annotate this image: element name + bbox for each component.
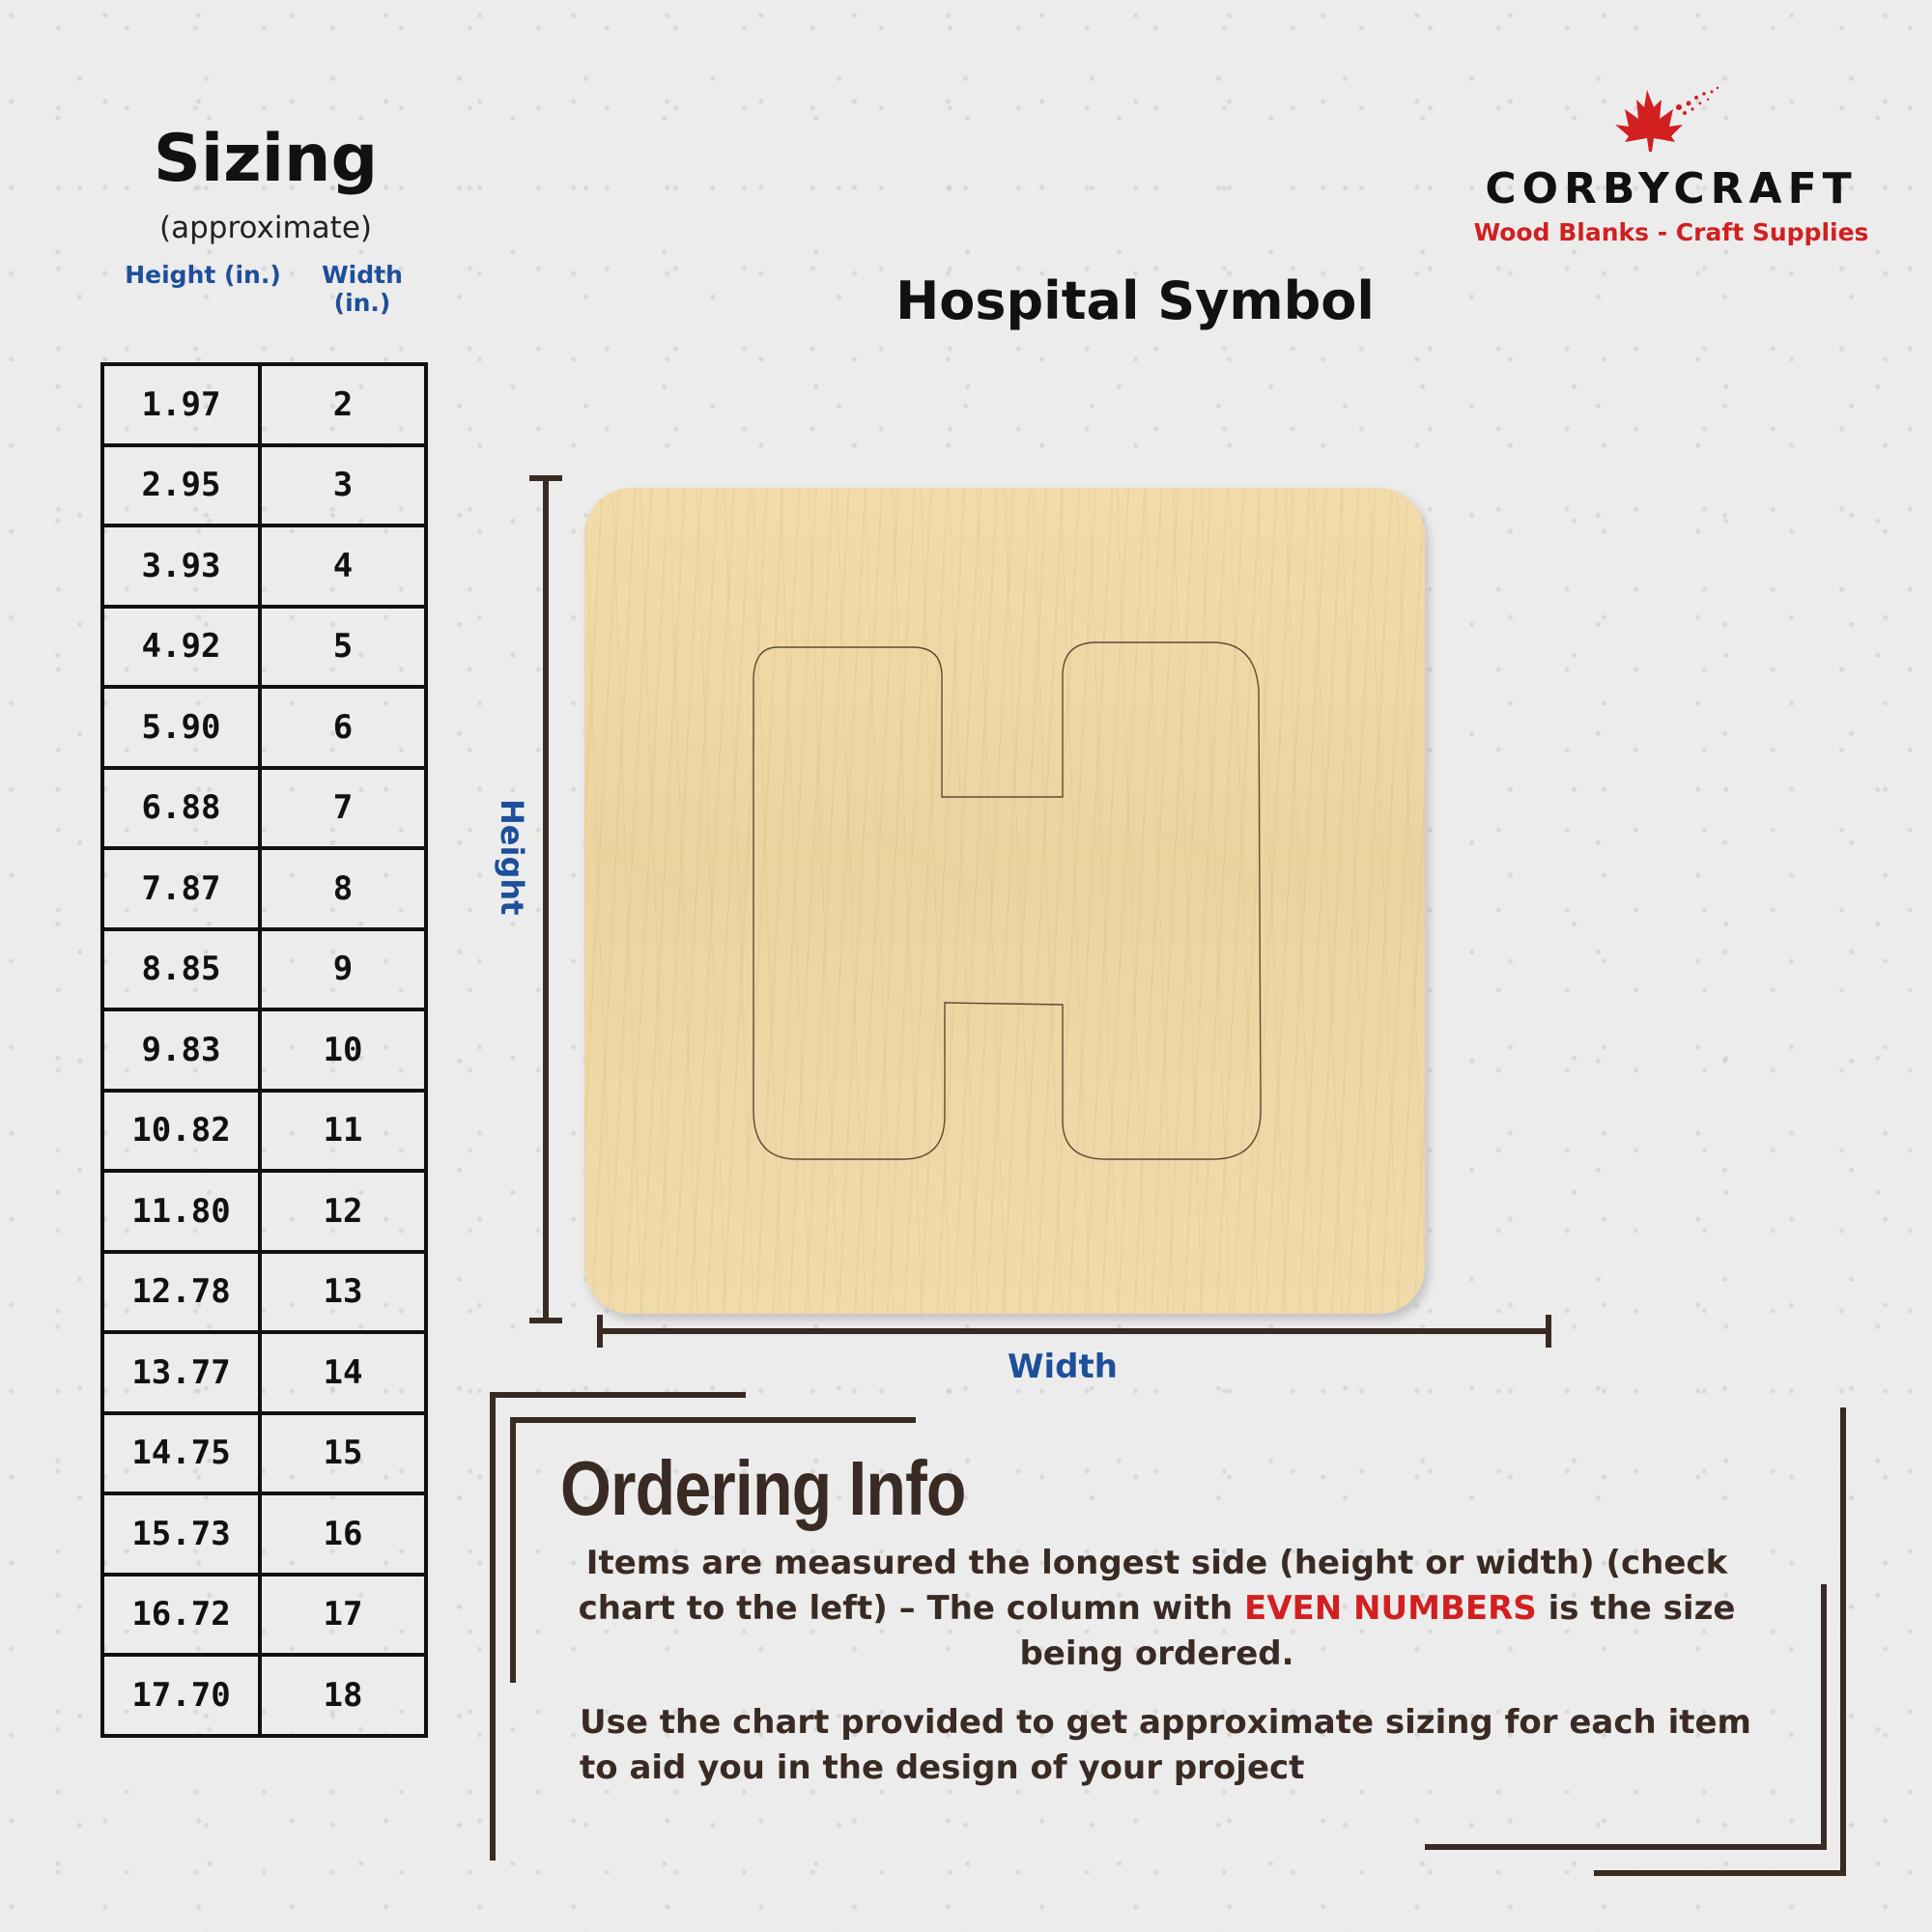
height-cell: 3.93 [102,526,260,607]
height-cell: 1.97 [102,364,260,445]
frame-line [490,1392,746,1398]
table-row [102,1332,426,1413]
height-dimension-cap-top [529,475,562,481]
sizing-title: Sizing [153,121,379,197]
width-cell: 8 [260,848,426,929]
width-cell: 15 [260,1413,426,1494]
height-cell: 2.95 [102,445,260,526]
table-row [102,1493,426,1575]
ordering-p1-text-start: Items are measured the longest side (height or width) (check chart to the left) – The column with [578,1544,1728,1628]
frame-line [1594,1870,1846,1876]
frame-line [1840,1407,1846,1876]
ordering-info-paragraph-2: Use the chart provided to get approximate sizing for each item to aid you in the design of your project [580,1703,1751,1787]
width-dimension-cap-right [1546,1315,1551,1348]
width-cell: 13 [260,1252,426,1333]
table-row [102,1655,426,1736]
height-cell: 13.77 [102,1332,260,1413]
ordering-p1-text-end: is the size being ordered. [1019,1589,1736,1673]
table-row [102,364,426,445]
table-row [102,929,426,1010]
width-label: Width [1008,1348,1118,1386]
width-column-header: Width (in.) [322,261,403,317]
width-cell: 9 [260,929,426,1010]
height-cell: 12.78 [102,1252,260,1333]
height-label: Height [494,799,530,916]
width-cell: 16 [260,1493,426,1575]
width-cell: 3 [260,445,426,526]
width-cell: 5 [260,607,426,688]
frame-line [510,1417,516,1683]
height-cell: 14.75 [102,1413,260,1494]
table-row [102,768,426,849]
table-row [102,607,426,688]
frame-line [510,1417,916,1423]
height-cell: 7.87 [102,848,260,929]
height-cell: 11.80 [102,1171,260,1252]
width-cell: 18 [260,1655,426,1736]
height-cell: 10.82 [102,1091,260,1172]
width-cell: 12 [260,1171,426,1252]
width-cell: 2 [260,364,426,445]
table-row [102,526,426,607]
table-row [102,1575,426,1656]
sizing-subtitle: (approximate) [159,211,372,245]
ordering-info-paragraph-1 [575,1541,1739,1677]
width-cell: 7 [260,768,426,849]
height-cell: 17.70 [102,1655,260,1736]
height-column-header: Height (in.) [125,261,281,289]
frame-line [490,1392,496,1861]
height-dimension-cap-bottom [529,1318,562,1323]
frame-line [1425,1844,1827,1850]
height-cell: 4.92 [102,607,260,688]
table-row [102,1252,426,1333]
height-cell: 6.88 [102,768,260,849]
width-cell: 14 [260,1332,426,1413]
table-row [102,1009,426,1091]
table-row [102,848,426,929]
product-title: Hospital Symbol [895,270,1375,331]
width-cell: 4 [260,526,426,607]
height-cell: 16.72 [102,1575,260,1656]
sizing-table-body [102,364,426,1736]
sizing-table [100,362,428,1738]
brand-tagline: Wood Blanks - Craft Supplies [1473,218,1869,246]
width-cell: 10 [260,1009,426,1091]
width-cell: 17 [260,1575,426,1656]
table-row [102,1171,426,1252]
table-row [102,687,426,768]
table-row [102,1091,426,1172]
height-cell: 9.83 [102,1009,260,1091]
width-cell: 11 [260,1091,426,1172]
width-dimension-line [597,1328,1551,1334]
height-dimension-line [543,478,549,1321]
width-dimension-cap-left [597,1315,603,1348]
height-cell: 15.73 [102,1493,260,1575]
hospital-h-cutout-outline [749,638,1265,1164]
table-row [102,1413,426,1494]
frame-line [1821,1584,1827,1850]
brand-name: CORBYCRAFT [1485,164,1858,213]
height-cell: 5.90 [102,687,260,768]
ordering-info-title: Ordering Info [560,1445,966,1531]
height-cell: 8.85 [102,929,260,1010]
maple-leaf-icon [1604,82,1739,169]
even-numbers-highlight: EVEN NUMBERS [1244,1589,1537,1628]
table-row [102,445,426,526]
width-cell: 6 [260,687,426,768]
